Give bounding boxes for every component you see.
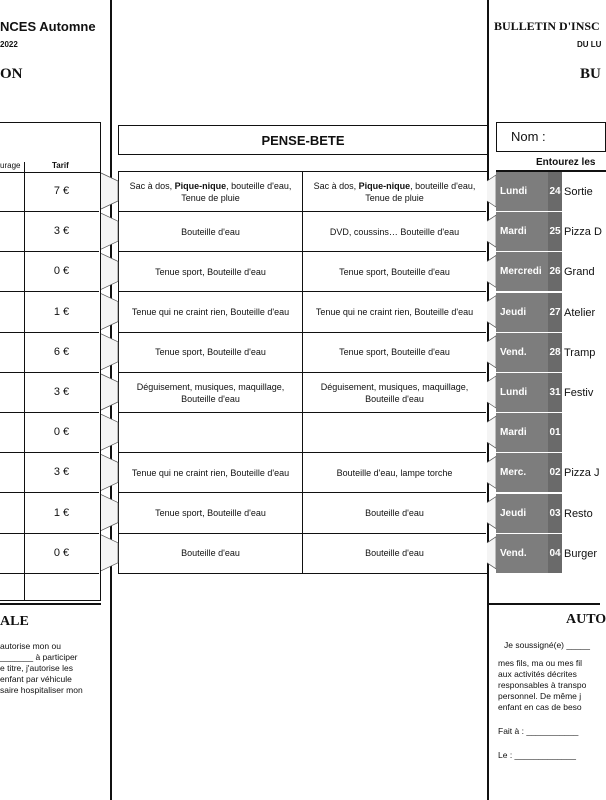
right-connector-tab [487, 376, 496, 408]
price-row [0, 212, 99, 252]
left-auth-line: autorise mon ou [0, 641, 61, 651]
fait-a-field[interactable]: Fait à : ___________ [498, 726, 579, 736]
left-connector-tab [101, 173, 118, 209]
pense-bete-text [132, 306, 289, 318]
right-title: BULLETIN D'INSC [494, 19, 600, 33]
left-connector-tab [101, 535, 118, 571]
left-connector-tab [101, 454, 118, 490]
day-label: Jeudi [496, 494, 548, 534]
pense-bete-row [119, 494, 486, 534]
col-covoiturage: urage [0, 161, 21, 170]
left-connector-tab [101, 294, 118, 330]
day-number: 03 [548, 494, 562, 534]
day-row[interactable] [496, 413, 606, 453]
pense-bete-title: PENSE-BETE [118, 125, 488, 155]
pense-bete-text [181, 547, 240, 559]
pense-bete-row [119, 373, 486, 413]
pense-bete-text [132, 467, 289, 479]
item-text-bold: Pique-nique [174, 180, 227, 191]
right-connector-tab [487, 215, 496, 247]
pense-bete-row [119, 453, 486, 493]
day-label: Mardi [496, 212, 548, 252]
pense-bete-text [155, 266, 266, 278]
right-subtitle: BU [580, 66, 601, 82]
day-row[interactable] [496, 494, 606, 534]
price-value: 3 € [53, 225, 70, 238]
price-row [0, 534, 99, 574]
pense-bete-text [121, 180, 300, 204]
day-number: 25 [548, 212, 562, 252]
day-label: Vend. [496, 333, 548, 373]
pense-bete-text [330, 226, 459, 238]
item-text: Bouteille d'eau [365, 548, 424, 559]
item-text: Tenue qui ne craint rien, Bouteille d'eau [131, 307, 290, 318]
day-label: Lundi [496, 172, 548, 212]
pense-bete-left-cell [119, 293, 302, 332]
instruction-text: Entourez les [536, 157, 596, 168]
right-section-rule [487, 603, 600, 605]
pense-bete-left-cell [119, 534, 302, 573]
day-number: 04 [548, 534, 562, 574]
col-tarif: Tarif [52, 161, 69, 170]
right-section-title: AUTO [566, 612, 606, 627]
pense-bete-row [119, 534, 486, 574]
day-row[interactable] [496, 453, 606, 493]
right-auth-line: aux activités décrites [498, 669, 577, 679]
pense-bete-left-cell [119, 172, 302, 211]
pense-bete-left-cell [119, 333, 302, 372]
price-row [0, 453, 99, 493]
pense-bete-text [181, 226, 240, 238]
item-text: Tenue qui ne craint rien, Bouteille d'eau [315, 307, 474, 318]
pense-bete-row [119, 413, 486, 453]
left-auth-line: e titre, j'autorise les [0, 663, 73, 673]
pense-bete-row [119, 293, 486, 333]
day-label: Mercredi [496, 252, 548, 292]
day-number: 26 [548, 252, 562, 292]
pense-bete-text [365, 507, 424, 519]
day-number: 28 [548, 333, 562, 373]
day-number: 02 [548, 453, 562, 493]
price-value: 6 € [53, 345, 70, 358]
day-row[interactable] [496, 212, 606, 252]
right-auth-line: personnel. De même j [498, 691, 582, 701]
left-section-rule [0, 603, 101, 605]
left-subtitle: ON [0, 66, 23, 82]
pense-bete-right-cell [303, 293, 486, 332]
right-date: DU LU [577, 40, 602, 49]
left-year: 2022 [0, 40, 18, 49]
item-text: Bouteille d'eau [181, 548, 240, 559]
item-text-rest: , bouteille d'eau, Tenue de pluie [181, 180, 292, 203]
right-connector-tab [487, 497, 496, 529]
day-number: 01 [548, 413, 562, 453]
price-row [0, 494, 99, 534]
pense-bete-left-cell [119, 494, 302, 533]
left-connector-tab [101, 374, 118, 410]
left-connector-tab [101, 334, 118, 370]
left-table-header [0, 123, 100, 173]
item-text: Tenue sport, Bouteille d'eau [339, 266, 450, 277]
price-value: 0 € [53, 265, 70, 278]
pense-bete-right-cell [303, 172, 486, 211]
row-separator [496, 573, 606, 574]
day-row[interactable] [496, 172, 606, 212]
day-label: Mardi [496, 413, 548, 453]
day-label: Lundi [496, 373, 548, 413]
price-value: 7 € [53, 185, 70, 197]
day-number: 24 [548, 172, 562, 212]
left-connector-tab [101, 495, 118, 531]
pense-bete-text [155, 346, 266, 358]
activity-label: Atelier [564, 306, 596, 319]
price-row [0, 413, 99, 453]
pense-bete-text [121, 381, 300, 405]
day-row[interactable] [496, 252, 606, 292]
pense-bete-text [316, 306, 473, 318]
day-label: Jeudi [496, 293, 548, 333]
price-value: 1 € [53, 506, 70, 519]
activity-label: Pizza D [564, 226, 602, 239]
price-value: 0 € [53, 426, 70, 439]
activity-label: Burger [564, 547, 598, 560]
left-section-title: ALE [0, 614, 29, 629]
left-price-table [0, 122, 101, 601]
pense-bete-text [365, 547, 424, 559]
pense-bete-table [118, 171, 488, 574]
name-label: Nom : [511, 129, 546, 144]
item-text: Sac à dos, [129, 180, 175, 191]
pense-bete-right-cell [303, 373, 486, 412]
price-row [0, 373, 99, 413]
activity-label: Tramp [564, 346, 596, 359]
left-connector-tab [101, 414, 118, 450]
le-field[interactable]: Le : _____________ [498, 750, 576, 760]
pense-bete-text [337, 467, 453, 479]
pense-bete-right-cell [303, 453, 486, 492]
left-connector-tab [101, 253, 118, 289]
pense-bete-left-cell [119, 212, 302, 251]
day-row[interactable] [496, 293, 606, 333]
item-text: Bouteille d'eau [181, 226, 240, 237]
item-text: Sac à dos, [313, 180, 359, 191]
left-auth-line: enfant par véhicule [0, 674, 72, 684]
left-auth-line: saire hospitaliser mon [0, 685, 83, 695]
pense-bete-row [119, 172, 486, 212]
left-auth-line: _______ à participer [0, 652, 78, 662]
right-connector-tab [487, 175, 496, 207]
right-auth-line: Je soussigné(e) _____ [504, 640, 591, 650]
right-connector-tab [487, 456, 496, 488]
activity-label: Sortie [564, 186, 593, 198]
pense-bete-left-cell [119, 373, 302, 412]
price-row [0, 172, 99, 212]
price-row [0, 252, 99, 292]
activity-label: Resto [564, 507, 593, 520]
pense-bete-left-cell [119, 413, 302, 452]
item-text-bold: Pique-nique [358, 180, 411, 191]
pense-bete-right-cell [303, 494, 486, 533]
right-connector-tab [487, 296, 496, 328]
pense-bete-text [155, 507, 266, 519]
left-connector-tab [101, 213, 118, 249]
pense-bete-right-cell [303, 212, 486, 251]
pense-bete-left-cell [119, 252, 302, 291]
day-row[interactable] [496, 534, 606, 574]
day-number: 27 [548, 293, 562, 333]
pense-bete-text [305, 180, 484, 204]
item-text: Tenue qui ne craint rien, Bouteille d'eau [131, 467, 290, 478]
right-auth-line: mes fils, ma ou mes fil [498, 658, 583, 668]
right-connector-tab [487, 416, 496, 448]
pense-bete-right-cell [303, 534, 486, 573]
day-number: 31 [548, 373, 562, 413]
item-text: DVD, coussins… Bouteille d'eau [329, 226, 460, 237]
left-connectors [100, 171, 120, 574]
right-connector-tab [487, 336, 496, 368]
pense-bete-text [339, 346, 450, 358]
pense-bete-row [119, 333, 486, 373]
day-row[interactable] [496, 333, 606, 373]
item-text: Tenue sport, Bouteille d'eau [339, 347, 450, 358]
name-field[interactable] [496, 122, 606, 152]
item-text: Tenue sport, Bouteille d'eau [155, 508, 266, 519]
day-label: Vend. [496, 534, 548, 574]
pense-bete-right-cell [303, 333, 486, 372]
item-text-rest: , bouteille d'eau, Tenue de pluie [365, 180, 476, 203]
pense-bete-text [305, 381, 484, 405]
left-title: NCES Automne [0, 19, 96, 34]
right-auth-line: enfant en cas de beso [498, 702, 582, 712]
item-text: Déguisement, musiques, maquillage, Bouteille d'eau [320, 381, 469, 404]
price-row [0, 293, 99, 333]
activity-label: Grand [564, 266, 595, 279]
right-connector-tab [487, 255, 496, 287]
price-value: 1 € [53, 305, 70, 318]
item-text: Tenue sport, Bouteille d'eau [155, 347, 266, 358]
pense-bete-right-cell [303, 413, 486, 452]
price-value: 0 € [53, 546, 70, 559]
item-text: Bouteille d'eau [365, 508, 424, 519]
item-text: Tenue sport, Bouteille d'eau [155, 266, 266, 277]
activity-label: Pizza J [564, 467, 600, 480]
right-connector-tab [487, 537, 496, 569]
pense-bete-left-cell [119, 453, 302, 492]
activity-label: Festiv [564, 387, 594, 399]
item-text: Déguisement, musiques, maquillage, Bouteille d'eau [136, 381, 285, 404]
pense-bete-text [339, 266, 450, 278]
day-row[interactable] [496, 373, 606, 413]
price-row [0, 333, 99, 373]
item-text: Bouteille d'eau, lampe torche [336, 467, 453, 478]
pense-bete-right-cell [303, 252, 486, 291]
price-value: 3 € [53, 386, 70, 398]
price-value: 3 € [53, 466, 70, 479]
day-label: Merc. [496, 453, 548, 493]
pense-bete-row [119, 212, 486, 252]
pense-bete-row [119, 252, 486, 292]
right-auth-line: responsables à transpo [498, 680, 587, 690]
